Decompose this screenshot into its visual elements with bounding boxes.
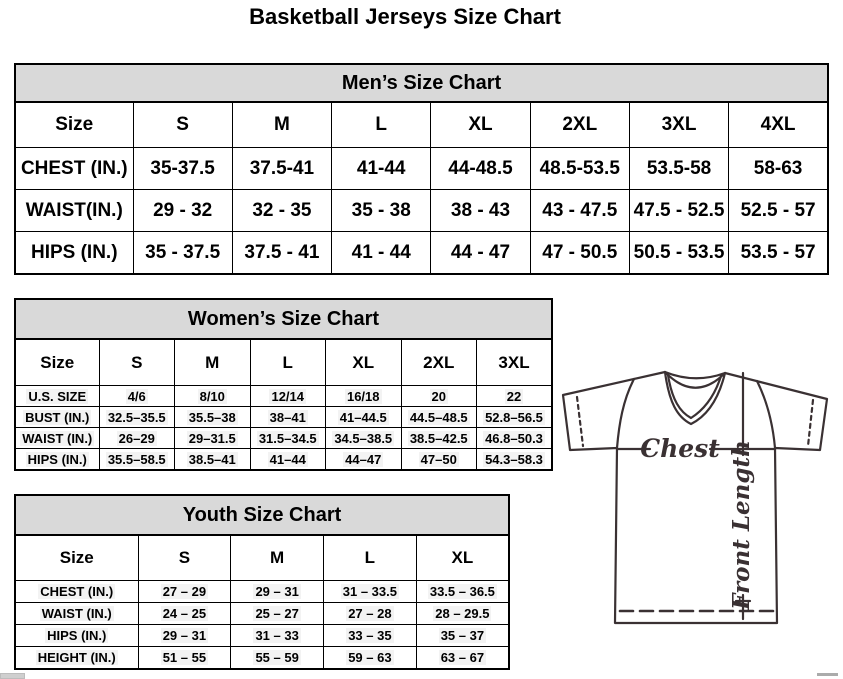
youth-col-header-s: S — [138, 535, 231, 581]
table-cell — [324, 647, 417, 670]
table-cell — [324, 625, 417, 647]
cell-value: 24 – 25 — [162, 606, 207, 621]
table-cell: 58-63 — [729, 148, 828, 190]
row-label — [15, 428, 99, 449]
row-label: WAIST(IN.) — [15, 190, 133, 232]
cell-value: 41–44 — [269, 451, 306, 467]
table-cell — [99, 386, 175, 407]
table-cell: 32 - 35 — [232, 190, 331, 232]
table-cell — [326, 449, 402, 471]
youth-row-waist — [15, 603, 509, 625]
row-label-text: WAIST (IN.) — [22, 430, 93, 446]
cell-value: 33.5 – 36.5 — [429, 584, 495, 599]
horizontal-scrollbar-fragment-right[interactable] — [817, 673, 838, 676]
table-cell — [99, 428, 175, 449]
mens-col-header-3xl: 3XL — [629, 102, 728, 148]
cell-value: 35.5–58.5 — [107, 451, 166, 467]
cell-value: 34.5–38.5 — [334, 430, 393, 446]
mens-col-header-s: S — [133, 102, 232, 148]
cell-value: 31 – 33 — [255, 628, 299, 643]
womens-row-hips — [15, 449, 552, 471]
row-label — [15, 581, 138, 603]
cell-value: 51 – 55 — [162, 650, 207, 665]
row-label-text: HEIGHT (IN.) — [37, 650, 116, 665]
row-label-text: BUST (IN.) — [25, 409, 90, 425]
womens-col-header-2xl: 2XL — [401, 339, 477, 386]
table-cell — [99, 407, 175, 428]
table-cell — [138, 603, 231, 625]
jersey-left-armhole-seam — [617, 379, 634, 448]
table-cell — [138, 581, 231, 603]
table-cell — [250, 386, 326, 407]
table-cell — [477, 428, 553, 449]
table-cell — [231, 603, 324, 625]
jersey-outline-drawing — [556, 360, 843, 660]
table-cell — [326, 428, 402, 449]
jersey-collar-top-arc — [665, 372, 725, 378]
cell-value: 8/10 — [199, 388, 225, 404]
table-cell: 50.5 - 53.5 — [629, 232, 728, 275]
table-cell — [231, 581, 324, 603]
youth-col-header-xl: XL — [416, 535, 509, 581]
cell-value: 38.5–42.5 — [409, 430, 468, 446]
right-cuff-dashed-seam — [808, 400, 813, 446]
table-cell — [477, 407, 553, 428]
table-cell: 37.5 - 41 — [232, 232, 331, 275]
table-cell: 53.5-58 — [629, 148, 728, 190]
mens-col-header-l: L — [332, 102, 431, 148]
table-cell — [326, 386, 402, 407]
table-cell — [416, 603, 509, 625]
table-cell — [175, 407, 251, 428]
row-label-text: U.S. SIZE — [28, 388, 87, 404]
table-cell — [324, 603, 417, 625]
table-cell — [324, 581, 417, 603]
table-cell: 52.5 - 57 — [729, 190, 828, 232]
cell-value: 55 – 59 — [255, 650, 299, 665]
cell-value: 44–47 — [345, 451, 382, 467]
jersey-measurement-diagram — [556, 360, 843, 660]
table-cell — [401, 428, 477, 449]
table-cell — [416, 647, 509, 670]
cell-value: 35 – 37 — [440, 628, 485, 643]
youth-column-header-row — [15, 535, 509, 581]
table-cell — [416, 581, 509, 603]
youth-col-header-m: M — [231, 535, 324, 581]
table-cell — [401, 407, 477, 428]
table-cell: 53.5 - 57 — [729, 232, 828, 275]
row-label — [15, 407, 99, 428]
cell-value: 32.5–35.5 — [107, 409, 166, 425]
table-cell — [175, 449, 251, 471]
table-cell: 35 - 38 — [332, 190, 431, 232]
cell-value: 28 – 29.5 — [435, 606, 490, 621]
row-label: CHEST (IN.) — [15, 148, 133, 190]
cell-value: 41–44.5 — [339, 409, 387, 425]
table-cell: 29 - 32 — [133, 190, 232, 232]
table-cell — [477, 449, 553, 471]
table-cell — [326, 407, 402, 428]
table-cell — [231, 625, 324, 647]
cell-value: 54.3–58.3 — [485, 451, 543, 467]
table-cell: 41 - 44 — [332, 232, 431, 275]
row-label — [15, 386, 99, 407]
womens-col-header-l: L — [250, 339, 326, 386]
youth-col-header-size: Size — [15, 535, 138, 581]
cell-value: 29 – 31 — [162, 628, 207, 643]
table-cell: 44-48.5 — [431, 148, 530, 190]
table-cell — [138, 625, 231, 647]
mens-table-header-row — [15, 64, 828, 102]
table-cell — [477, 386, 553, 407]
womens-column-header-row — [15, 339, 552, 386]
mens-row-chest — [15, 148, 828, 190]
left-cuff-dashed-seam — [577, 397, 583, 446]
mens-col-header-m: M — [232, 102, 331, 148]
mens-size-table — [14, 63, 829, 275]
womens-col-header-s: S — [99, 339, 175, 386]
youth-col-header-l: L — [324, 535, 417, 581]
mens-row-hips — [15, 232, 828, 275]
row-label-text: HIPS (IN.) — [47, 628, 107, 643]
womens-row-waist — [15, 428, 552, 449]
table-cell — [401, 386, 477, 407]
mens-col-header-size: Size — [15, 102, 133, 148]
cell-value: 47–50 — [420, 451, 457, 467]
row-label — [15, 647, 138, 670]
table-cell: 43 - 47.5 — [530, 190, 629, 232]
row-label — [15, 603, 138, 625]
womens-row-bust — [15, 407, 552, 428]
womens-row-us-size — [15, 386, 552, 407]
front-length-label: Front Length — [728, 440, 755, 610]
youth-table-title: Youth Size Chart — [15, 495, 509, 535]
table-cell: 38 - 43 — [431, 190, 530, 232]
cell-value: 38.5–41 — [188, 451, 236, 467]
mens-table-title: Men’s Size Chart — [15, 64, 828, 102]
womens-size-table — [14, 298, 553, 471]
table-cell — [250, 428, 326, 449]
womens-table-header-row — [15, 299, 552, 339]
table-cell — [231, 647, 324, 670]
mens-column-header-row — [15, 102, 828, 148]
cell-value: 33 – 35 — [348, 628, 392, 643]
cell-value: 12/14 — [271, 388, 305, 404]
row-label — [15, 449, 99, 471]
cell-value: 31 – 33.5 — [342, 584, 397, 599]
table-cell — [138, 647, 231, 670]
youth-row-chest — [15, 581, 509, 603]
cell-value: 27 – 28 — [348, 606, 392, 621]
cell-value: 29 – 31 — [255, 584, 299, 599]
youth-row-height — [15, 647, 509, 670]
table-cell: 37.5-41 — [232, 148, 331, 190]
cell-value: 63 – 67 — [440, 650, 485, 665]
table-cell: 44 - 47 — [431, 232, 530, 275]
mens-row-waist — [15, 190, 828, 232]
table-cell — [175, 386, 251, 407]
womens-col-header-3xl: 3XL — [477, 339, 553, 386]
jersey-body-outline — [563, 372, 827, 623]
cell-value: 16/18 — [346, 388, 380, 404]
cell-value: 20 — [431, 388, 446, 404]
cell-value: 59 – 63 — [348, 650, 392, 665]
youth-size-table — [14, 494, 510, 670]
table-cell — [175, 428, 251, 449]
mens-col-header-xl: XL — [431, 102, 530, 148]
jersey-right-armhole-seam — [757, 381, 775, 448]
cell-value: 52.8–56.5 — [485, 409, 543, 425]
cell-value: 46.8–50.3 — [485, 430, 543, 446]
cell-value: 27 – 29 — [162, 584, 207, 599]
table-cell: 48.5-53.5 — [530, 148, 629, 190]
table-cell: 47 - 50.5 — [530, 232, 629, 275]
row-label: HIPS (IN.) — [15, 232, 133, 275]
youth-row-hips — [15, 625, 509, 647]
cell-value: 26–29 — [118, 430, 155, 446]
horizontal-scrollbar-fragment-left[interactable] — [0, 673, 25, 679]
table-cell: 35 - 37.5 — [133, 232, 232, 275]
cell-value: 35.5–38 — [188, 409, 236, 425]
cell-value: 29–31.5 — [188, 430, 236, 446]
table-cell: 35-37.5 — [133, 148, 232, 190]
table-cell — [250, 449, 326, 471]
womens-col-header-size: Size — [15, 339, 99, 386]
table-cell: 41-44 — [332, 148, 431, 190]
table-cell — [416, 625, 509, 647]
row-label-text: HIPS (IN.) — [27, 451, 87, 467]
cell-value: 38–41 — [269, 409, 306, 425]
page-title: Basketball Jerseys Size Chart — [249, 4, 561, 29]
table-cell: 47.5 - 52.5 — [629, 190, 728, 232]
cell-value: 44.5–48.5 — [409, 409, 468, 425]
youth-table-header-row — [15, 495, 509, 535]
womens-col-header-xl: XL — [326, 339, 402, 386]
cell-value: 25 – 27 — [255, 606, 299, 621]
cell-value: 22 — [506, 388, 522, 404]
table-cell — [99, 449, 175, 471]
table-cell — [401, 449, 477, 471]
womens-table-title: Women’s Size Chart — [15, 299, 552, 339]
table-cell — [250, 407, 326, 428]
cell-value: 31.5–34.5 — [258, 430, 317, 446]
row-label — [15, 625, 138, 647]
mens-col-header-2xl: 2XL — [530, 102, 629, 148]
row-label-text: WAIST (IN.) — [41, 606, 112, 621]
row-label-text: CHEST (IN.) — [40, 584, 114, 599]
womens-col-header-m: M — [175, 339, 251, 386]
chest-label: Chest — [640, 434, 720, 463]
cell-value: 4/6 — [127, 388, 146, 404]
mens-col-header-4xl: 4XL — [729, 102, 828, 148]
